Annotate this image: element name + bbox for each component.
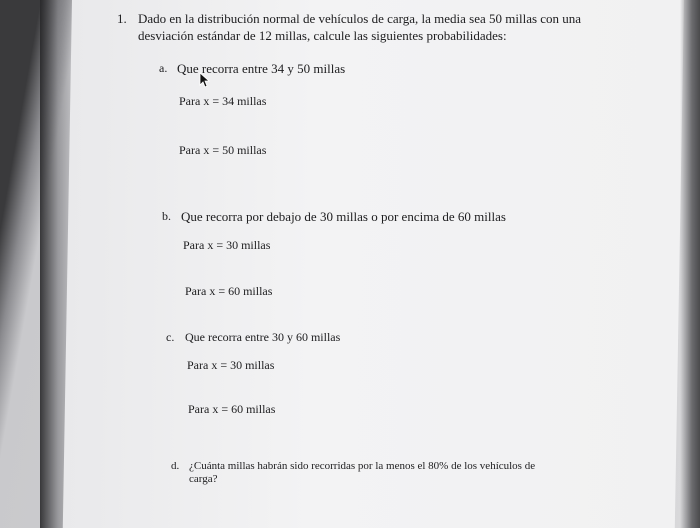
part-d-question-line-1: ¿Cuánta millas habrán sido recorridas por la menos el 80% de los vehículos de	[189, 460, 536, 472]
mouse-cursor-icon	[198, 72, 210, 88]
right-edge-shadow	[680, 0, 700, 528]
part-a-question: Que recorra entre 34 y 50 millas	[177, 61, 346, 76]
part-a-sub-2: Para x = 50 millas	[179, 143, 267, 157]
part-b-sub-2: Para x = 60 millas	[185, 284, 273, 298]
part-c-letter: c.	[166, 330, 175, 344]
part-c-question: Que recorra entre 30 y 60 millas	[185, 330, 341, 344]
paper-sheet	[63, 0, 684, 528]
problem-line-1: Dado en la distribución normal de vehículos de carga, la media sea 50 millas con una	[138, 11, 582, 26]
part-a-letter: a.	[159, 61, 168, 75]
part-c-sub-2: Para x = 60 millas	[188, 402, 276, 416]
part-d-question-line-2: carga?	[189, 473, 218, 485]
part-b-question: Que recorra por debajo de 30 millas o por encima de 60 millas	[181, 209, 506, 224]
problem-number: 1.	[117, 11, 127, 26]
part-c-sub-1: Para x = 30 millas	[187, 358, 275, 372]
part-b-letter: b.	[162, 209, 171, 223]
part-b-sub-1: Para x = 30 millas	[183, 238, 271, 252]
part-a-sub-1: Para x = 34 millas	[179, 94, 267, 108]
part-d-letter: d.	[171, 460, 180, 472]
problem-line-2: desviación estándar de 12 millas, calcule las siguientes probabilidades:	[138, 28, 507, 43]
